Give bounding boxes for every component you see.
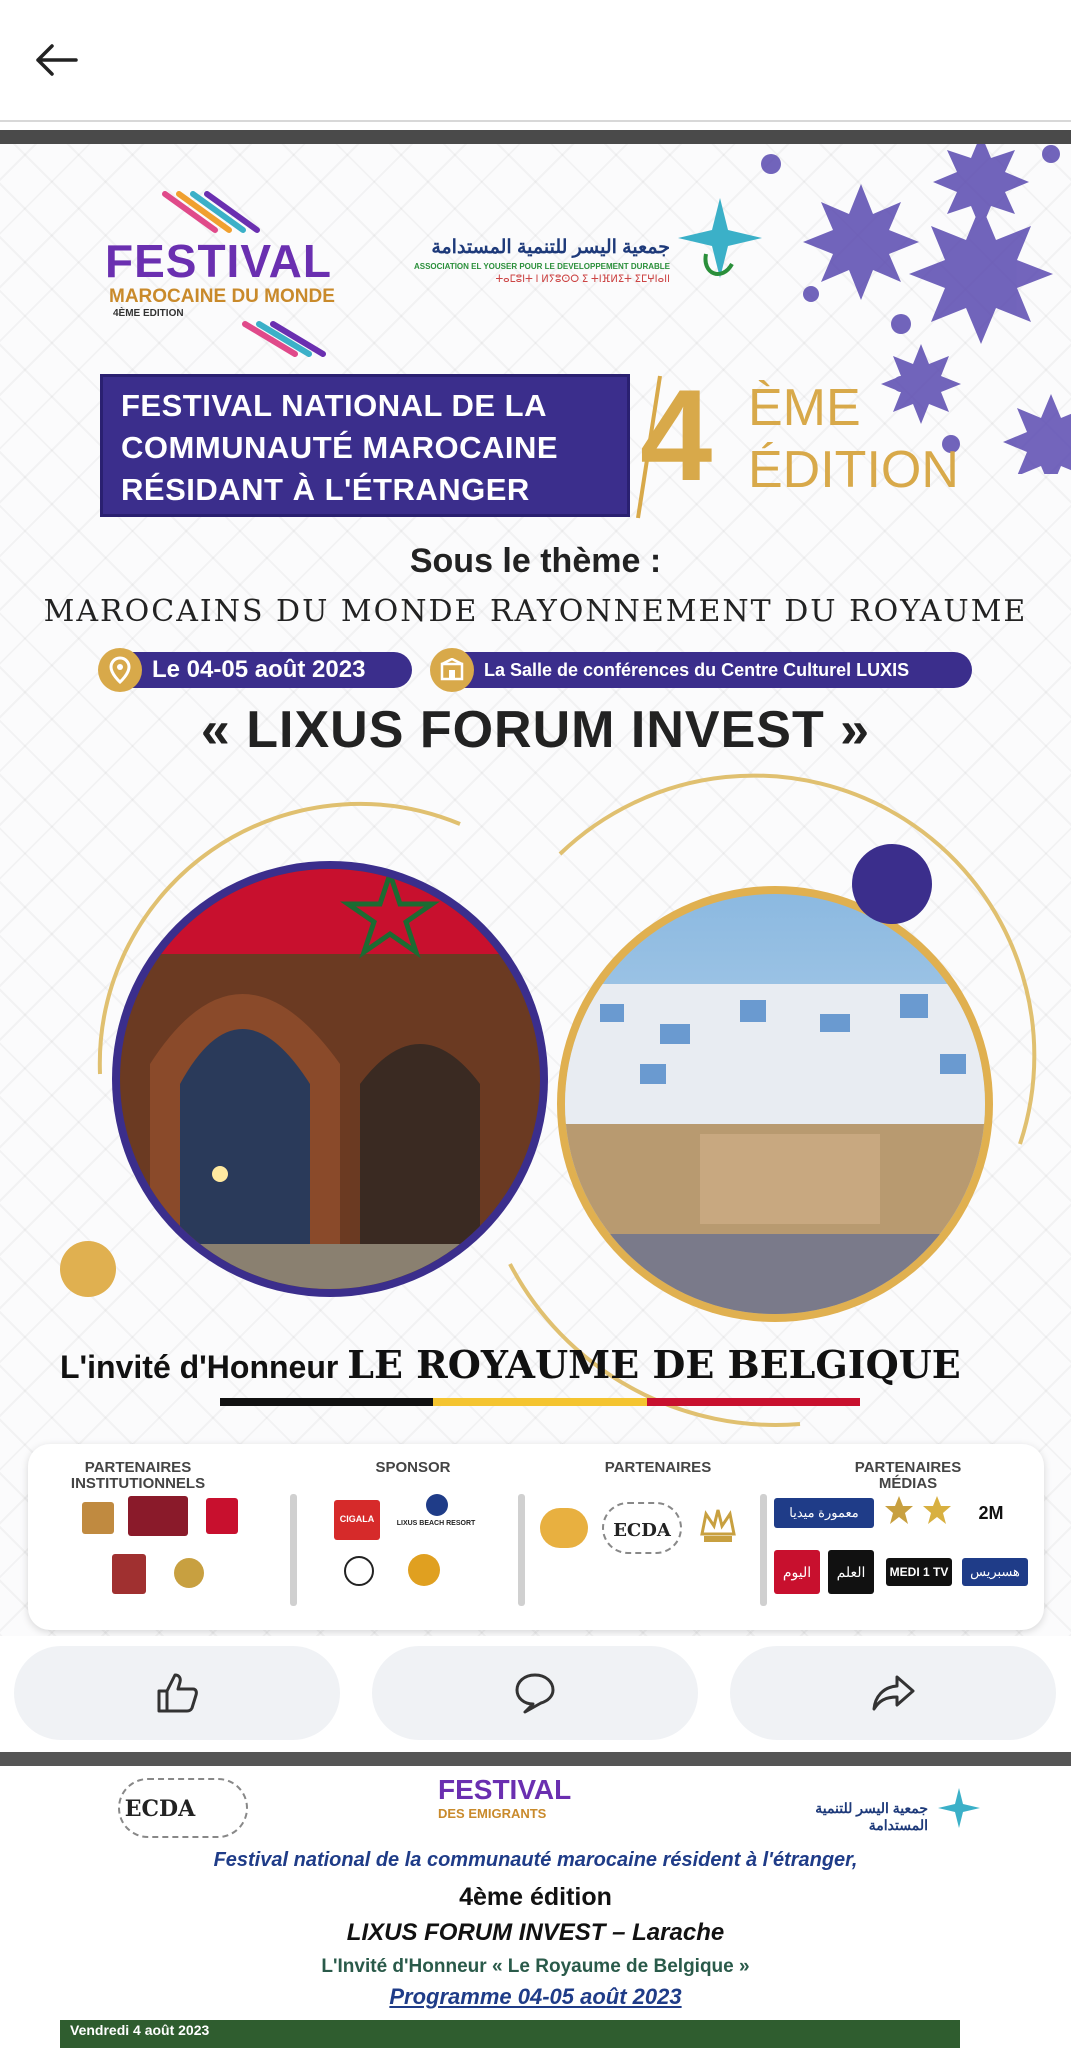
guest-prefix: L'invité d'Honneur — [60, 1349, 339, 1385]
share-icon — [869, 1669, 917, 1717]
medi1tv-logo: MEDI 1 TV — [886, 1558, 952, 1586]
comment-button[interactable] — [372, 1646, 698, 1740]
institution-logo — [174, 1558, 204, 1588]
crown-logo — [698, 1504, 738, 1552]
media-partners-label: PARTENAIRES MÉDIAS — [854, 1459, 962, 1492]
festival-logo-edition: 4ÈME EDITION — [113, 308, 184, 319]
doc-line-3: LIXUS FORUM INVEST – Larache — [346, 1919, 725, 1946]
doc-line-5: Programme 04-05 août 2023 — [389, 1984, 682, 2009]
image-frame-top — [0, 130, 1071, 144]
institution-logo — [112, 1554, 146, 1594]
lixus-beach-resort-text: LIXUS BEACH RESORT — [396, 1520, 476, 1527]
partners-divider — [518, 1494, 525, 1606]
event-date: Le 04-05 août 2023 — [152, 656, 366, 683]
top-bar — [0, 0, 1071, 122]
share-button[interactable] — [730, 1646, 1056, 1740]
festival-logo-subtitle: MAROCAINE DU MONDE — [109, 286, 335, 307]
edition-word: ÉDITION — [748, 441, 959, 499]
doc-line-2: 4ème édition — [459, 1883, 612, 1911]
forum-title: « LIXUS FORUM INVEST » — [200, 701, 871, 759]
doc-association-logo — [758, 1786, 988, 1834]
date-pill — [100, 652, 412, 688]
venue-pill — [432, 652, 972, 688]
maamoura-media-logo: معمورة ميديا — [774, 1498, 874, 1528]
guest-of-honour — [60, 1342, 1020, 1387]
sponsor-logo — [344, 1556, 374, 1586]
partners-panel — [28, 1444, 1044, 1630]
media-logo — [884, 1494, 914, 1528]
post-actions-bar — [0, 1636, 1071, 1752]
association-logo — [410, 194, 770, 294]
title-line-3: RÉSIDANT À L'ÉTRANGER — [121, 472, 530, 507]
institution-logo — [128, 1496, 188, 1536]
association-arabic-name: جمعية اليسر للتنمية المستدامة — [431, 237, 670, 258]
hespress-logo: هسبريس — [962, 1558, 1028, 1586]
back-button[interactable] — [28, 38, 84, 82]
arrow-left-icon — [28, 38, 84, 82]
building-icon — [430, 648, 474, 692]
festival-logo — [105, 190, 365, 320]
stripes-bottom-decoration — [235, 320, 355, 360]
doc-festival-logo-word: FESTIVAL — [438, 1774, 572, 1805]
doc-program-row: Vendredi 4 août 2023 — [60, 2020, 960, 2048]
sponsor-logo — [408, 1554, 440, 1586]
program-document[interactable] — [18, 1766, 1053, 2048]
edition-number: 4 — [640, 362, 713, 508]
belgian-flag-line — [220, 1398, 860, 1406]
comment-icon — [511, 1669, 559, 1717]
cigala-logo-text: CIGALA — [339, 1514, 375, 1524]
ecda-logo — [602, 1502, 682, 1554]
alalam-logo: العلم — [828, 1550, 874, 1594]
2m-logo: 2M — [962, 1498, 1020, 1528]
event-venue: La Salle de conférences du Centre Culturel LUXIS — [484, 659, 910, 680]
ecda-logo-text: ECDA — [613, 1520, 671, 1541]
guest-country: LE ROYAUME DE BELGIQUE — [347, 1342, 961, 1387]
lixus-beach-resort-logo — [396, 1494, 476, 1540]
doc-festival-logo-sub: DES EMIGRANTS — [438, 1806, 547, 1821]
doc-line-1: Festival national de la communauté marocaine résident à l'étranger, — [213, 1849, 858, 1871]
doc-ecda-logo-text: ECDA — [124, 1796, 196, 1822]
doc-ecda-logo — [118, 1778, 248, 1838]
theme-text: MAROCAINS DU MONDE RAYONNEMENT DU ROYAUME — [43, 594, 1028, 629]
location-pin-icon — [98, 648, 142, 692]
cigala-logo — [334, 1500, 380, 1540]
media-logo — [922, 1494, 952, 1528]
festival-title-box — [100, 374, 630, 517]
festival-logo-word: FESTIVAL — [105, 235, 332, 287]
partners-divider — [760, 1494, 767, 1606]
alyaoum-logo: اليوم — [774, 1550, 820, 1594]
event-poster[interactable] — [0, 144, 1071, 1636]
theme-label: Sous le thème : — [409, 542, 662, 580]
association-star-icon — [672, 194, 768, 294]
association-french-name: ASSOCIATION EL YOUSER POUR LE DEVELOPPEMENT DURABLE — [413, 262, 670, 271]
partners-label: PARTENAIRES — [604, 1459, 712, 1476]
title-line-1: FESTIVAL NATIONAL DE LA — [121, 388, 547, 423]
sponsor-label: SPONSOR — [375, 1459, 451, 1476]
second-image-frame-top — [0, 1752, 1071, 1766]
edition-sup: ÈME — [748, 379, 861, 437]
doc-line-4: L'Invité d'Honneur « Le Royaume de Belgique » — [321, 1956, 750, 1977]
institution-logo — [206, 1498, 238, 1534]
title-line-2: COMMUNAUTÉ MAROCAINE — [121, 430, 559, 465]
association-tifinagh-name: ⵜⴰⵎⵓⵏⵜ ⵏ ⵍⵢⵓⵙⵔ ⵉ ⵜⵏⴼⵍⵉⵜ ⵉⵎⵖⵏⴰⵏⵏ — [495, 274, 670, 285]
thumbs-up-icon — [153, 1669, 201, 1717]
institution-logo — [82, 1502, 114, 1534]
doc-festival-logo — [438, 1774, 598, 1844]
institutional-partners-label: PARTENAIRES INSTITUTIONNELS — [70, 1459, 206, 1492]
doc-association-star-icon — [934, 1786, 984, 1834]
like-button[interactable] — [14, 1646, 340, 1740]
partners-divider — [290, 1494, 297, 1606]
partner-logo — [540, 1508, 588, 1548]
doc-association-arabic: جمعية اليسر للتنمية المستدامة — [815, 1800, 928, 1833]
